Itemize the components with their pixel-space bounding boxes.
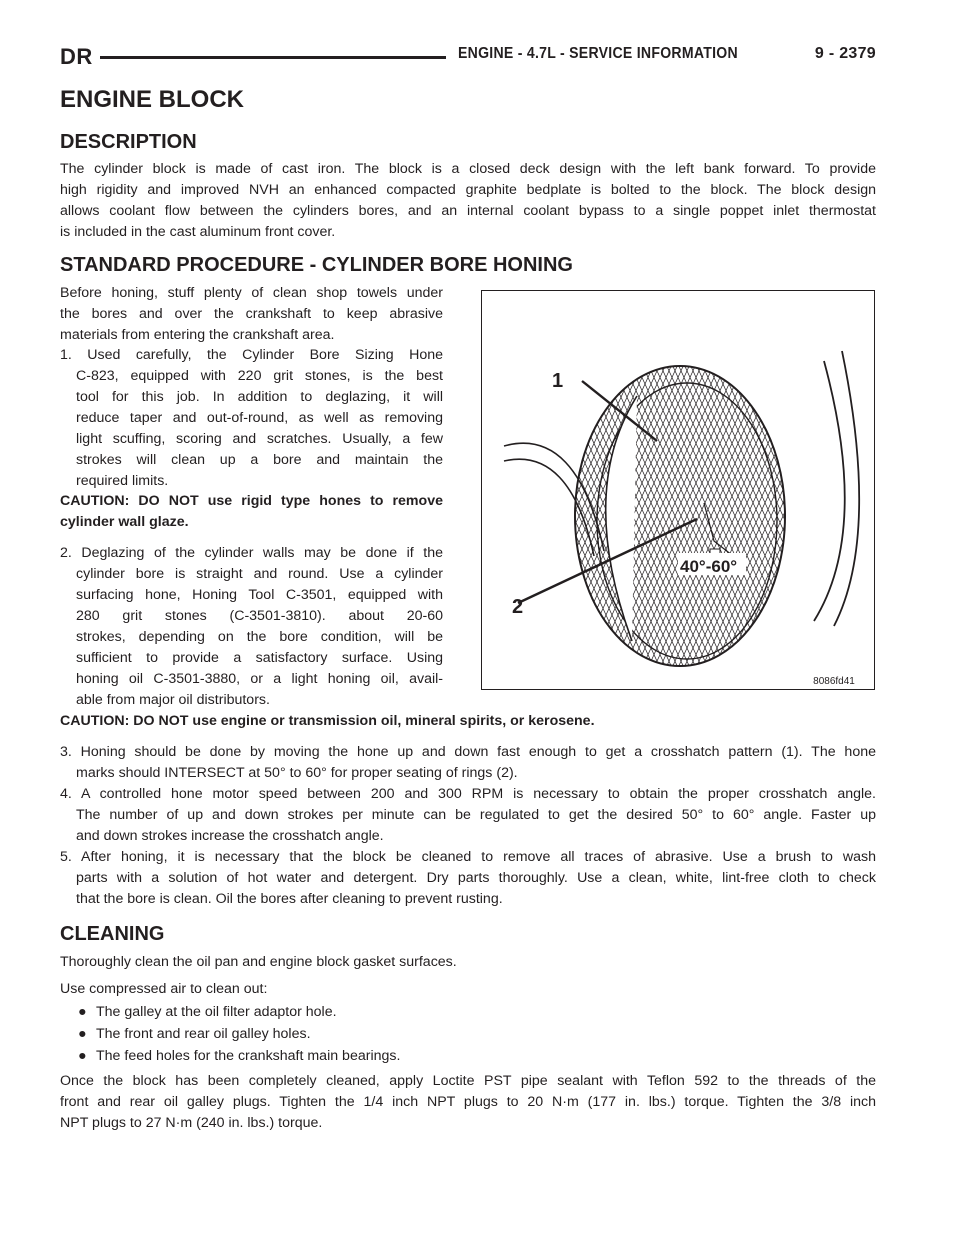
step-2-line: honing oil C-3501-3880, or a light honing oil, avail-: [76, 671, 443, 687]
header-section-title: ENGINE - 4.7L - SERVICE INFORMATION: [458, 45, 738, 62]
step-2-line: 2. Deglazing of the cylinder walls may be done if the: [60, 545, 443, 561]
torque-line: front and rear oil galley plugs. Tighten the 1/4 inch NPT plugs to 20 N·m (177 in. lbs.) torque. Tighten the 3/8 inch: [60, 1094, 876, 1110]
description-line: allows coolant flow between the cylinders bores, and an internal coolant bypass to a single poppet inlet thermostat: [60, 203, 876, 219]
step-2-line: strokes, depending on the bore condition, will be: [76, 629, 443, 645]
step-3-line: marks should INTERSECT at 50° to 60° for proper seating of rings (2).: [76, 765, 518, 781]
honing-intro: [60, 283, 443, 346]
crosshatch-figure: [481, 290, 875, 690]
adjacent-bore-arc: [814, 361, 845, 621]
page-title: ENGINE BLOCK: [60, 86, 245, 113]
description-line: The cylinder block is made of cast iron. The block is a closed deck design with the left bank forward. To provide: [60, 161, 876, 177]
step-2-line: sufficient to provide a satisfactory surface. Using: [76, 650, 443, 666]
callout-2: 2: [512, 596, 524, 618]
step-4-line: and down strokes increase the crosshatch angle.: [76, 828, 384, 844]
caution-line: cylinder wall glaze.: [60, 514, 189, 530]
step-5-line: that the bore is clean. Oil the bores after cleaning to prevent rusting.: [76, 891, 503, 907]
step-2-line: 280 grit stones (C-3501-3810). about 20-60: [76, 608, 443, 624]
intro-line: the bores and over the crankshaft to keep abrasive: [60, 306, 443, 322]
intro-line: materials from entering the crankshaft area.: [60, 327, 335, 343]
step-5-line: 5. After honing, it is necessary that the block be cleaned to remove all traces of abrasive. Use a brush to wash: [60, 849, 876, 865]
step-2-line: cylinder bore is straight and round. Use a cylinder: [76, 566, 443, 582]
step-1-line: reduce taper and out-of-round, as well as removing: [76, 410, 443, 426]
header-model-code: DR: [60, 44, 93, 69]
bore-highlight-edge: [606, 396, 637, 641]
bullet-text: The feed holes for the crankshaft main bearings.: [96, 1048, 401, 1064]
step-3-line: 3. Honing should be done by moving the hone up and down fast enough to get a crosshatch pattern (1). The hone: [60, 744, 876, 760]
honing-heading: STANDARD PROCEDURE - CYLINDER BORE HONING: [60, 254, 573, 276]
step-2-line: able from major oil distributors.: [76, 692, 270, 708]
caution-line: CAUTION: DO NOT use rigid type hones to remove: [60, 493, 443, 509]
step-4-line: 4. A controlled hone motor speed between 200 and 300 RPM is necessary to obtain the proper crosshatch angle.: [60, 786, 876, 802]
bullet-item: [78, 1002, 337, 1023]
step-1-line: strokes will clean up a bore and maintain the: [76, 452, 443, 468]
cylinder-bore-illustration: [482, 291, 874, 689]
page-header: [60, 44, 876, 74]
bullet-dot-icon: ●: [78, 1048, 87, 1064]
step-1-line: C-823, equipped with 220 grit stones, is the best: [76, 368, 443, 384]
step-2: [60, 543, 443, 711]
cleaning-heading: CLEANING: [60, 923, 165, 945]
bullet-dot-icon: ●: [78, 1004, 87, 1020]
step-2-line: surfacing hone, Honing Tool C-3501, equipped with: [76, 587, 443, 603]
cleaning-torque-paragraph: [60, 1071, 876, 1134]
angle-label: 40°-60°: [680, 557, 738, 576]
bullet-text: The galley at the oil filter adaptor hole.: [96, 1004, 337, 1020]
bullet-item: [78, 1024, 311, 1045]
figure-code: 8086fd41: [813, 676, 855, 687]
header-rule: [100, 56, 446, 59]
bullet-text: The front and rear oil galley holes.: [96, 1026, 311, 1042]
caution-rigid-hones: [60, 491, 443, 533]
description-heading: DESCRIPTION: [60, 131, 197, 153]
cleaning-air-intro: Use compressed air to clean out:: [60, 981, 268, 997]
step-1-line: tool for this job. In addition to deglazing, it will: [76, 389, 443, 405]
torque-line: NPT plugs to 27 N·m (240 in. lbs.) torque.: [60, 1115, 323, 1131]
torque-line: Once the block has been completely cleaned, apply Loctite PST pipe sealant with Teflon 592 to the threads of the: [60, 1073, 876, 1089]
step-1-line: 1. Used carefully, the Cylinder Bore Sizing Hone: [60, 347, 443, 363]
caution-oil: CAUTION: DO NOT use engine or transmission oil, mineral spirits, or kerosene.: [60, 713, 595, 729]
crosshatch-pattern: [482, 351, 874, 681]
bullet-item: [78, 1046, 400, 1067]
description-line: is included in the cast aluminum front cover.: [60, 224, 336, 240]
step-1-line: light scuffing, scoring and scratches. Usually, a few: [76, 431, 443, 447]
step-3: [60, 742, 876, 784]
step-1-line: required limits.: [76, 473, 169, 489]
step-4-line: The number of up and down strokes per minute can be regulated to get the desired 50° to 60° angle. Faster up: [76, 807, 876, 823]
intro-line: Before honing, stuff plenty of clean shop towels under: [60, 285, 443, 301]
cleaning-intro: Thoroughly clean the oil pan and engine block gasket surfaces.: [60, 954, 457, 970]
bullet-dot-icon: ●: [78, 1026, 87, 1042]
header-page-number: 9 - 2379: [814, 45, 876, 62]
step-5: [60, 847, 876, 910]
description-line: high rigidity and improved NVH an enhanced compacted graphite bedplate is bolted to the block. The block design: [60, 182, 876, 198]
step-1: [60, 345, 443, 492]
step-5-line: parts with a solution of hot water and detergent. Dry parts thoroughly. Use a clean, white, lint-free cloth to check: [76, 870, 876, 886]
description-paragraph: [60, 159, 876, 243]
adjacent-bore-arc: [834, 351, 859, 626]
callout-1: 1: [552, 370, 564, 392]
step-4: [60, 784, 876, 847]
